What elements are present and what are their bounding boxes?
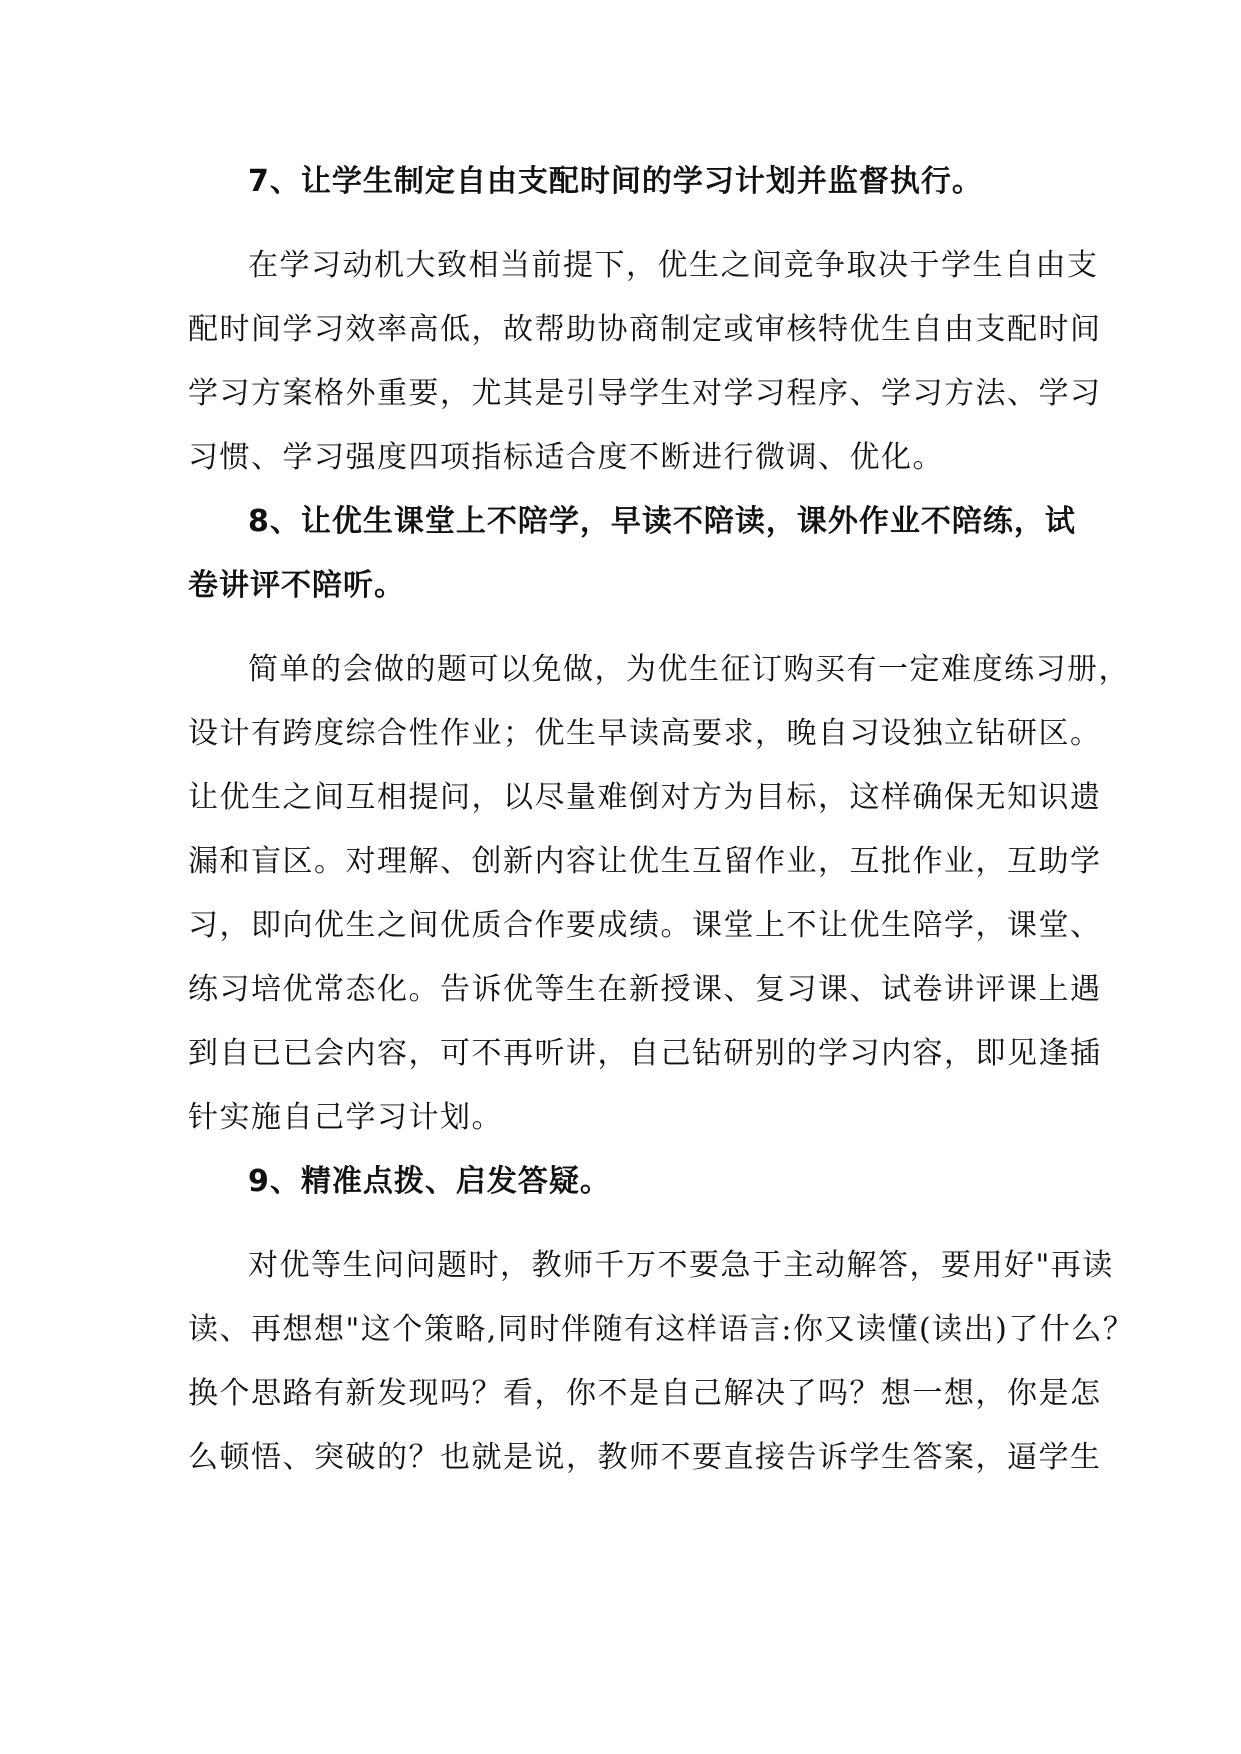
paragraph-line: 学习方案格外重要，尤其是引导学生对学习程序、学习方法、学习 bbox=[188, 376, 1102, 411]
paragraph-line: 习，即向优生之间优质合作要成绩。课堂上不让优生陪学，课堂、 bbox=[188, 908, 1102, 943]
paragraph-line: 读、再想想"这个策略,同时伴随有这样语言:你又读懂(读出)了什么？ bbox=[188, 1312, 1135, 1347]
paragraph-line: 漏和盲区。对理解、创新内容让优生互留作业，互批作业，互助学 bbox=[188, 844, 1102, 879]
section-heading: 8、让优生课堂上不陪学，早读不陪读，课外作业不陪练，试 bbox=[248, 504, 1076, 539]
paragraph-line: 练习培优常态化。告诉优等生在新授课、复习课、试卷讲评课上遇 bbox=[188, 972, 1102, 1007]
section-heading: 9、精准点拨、启发答疑。 bbox=[248, 1164, 611, 1199]
paragraph-line: 简单的会做的题可以免做，为优生征订购买有一定难度练习册， bbox=[248, 652, 1130, 687]
section-heading: 卷讲评不陪听。 bbox=[188, 568, 405, 603]
paragraph-line: 换个思路有新发现吗？看，你不是自己解决了吗？想一想，你是怎 bbox=[188, 1376, 1102, 1411]
section-7 bbox=[188, 150, 1102, 490]
section-8 bbox=[188, 490, 1130, 1150]
paragraph-line: 针实施自己学习计划。 bbox=[188, 1100, 503, 1135]
paragraph-line: 设计有跨度综合性作业；优生早读高要求，晚自习设独立钻研区。 bbox=[188, 716, 1102, 751]
paragraph-line: 习惯、学习强度四项指标适合度不断进行微调、优化。 bbox=[188, 440, 944, 475]
paragraph-line: 在学习动机大致相当前提下，优生之间竞争取决于学生自由支 bbox=[248, 248, 1099, 283]
paragraph-line: 对优等生问问题时，教师千万不要急于主动解答，要用好"再读 bbox=[248, 1248, 1114, 1283]
section-heading: 7、让学生制定自由支配时间的学习计划并监督执行。 bbox=[248, 164, 983, 199]
section-9 bbox=[188, 1150, 1135, 1490]
paragraph-line: 配时间学习效率高低，故帮助协商制定或审核特优生自由支配时间 bbox=[188, 312, 1102, 347]
document-page bbox=[188, 150, 1135, 1490]
paragraph-line: 让优生之间互相提问，以尽量难倒对方为目标，这样确保无知识遗 bbox=[188, 780, 1102, 815]
paragraph-line: 么顿悟、突破的？也就是说，教师不要直接告诉学生答案，逼学生 bbox=[188, 1440, 1102, 1475]
paragraph-line: 到自已已会内容，可不再听讲，自己钻研别的学习内容，即见逢插 bbox=[188, 1036, 1102, 1071]
